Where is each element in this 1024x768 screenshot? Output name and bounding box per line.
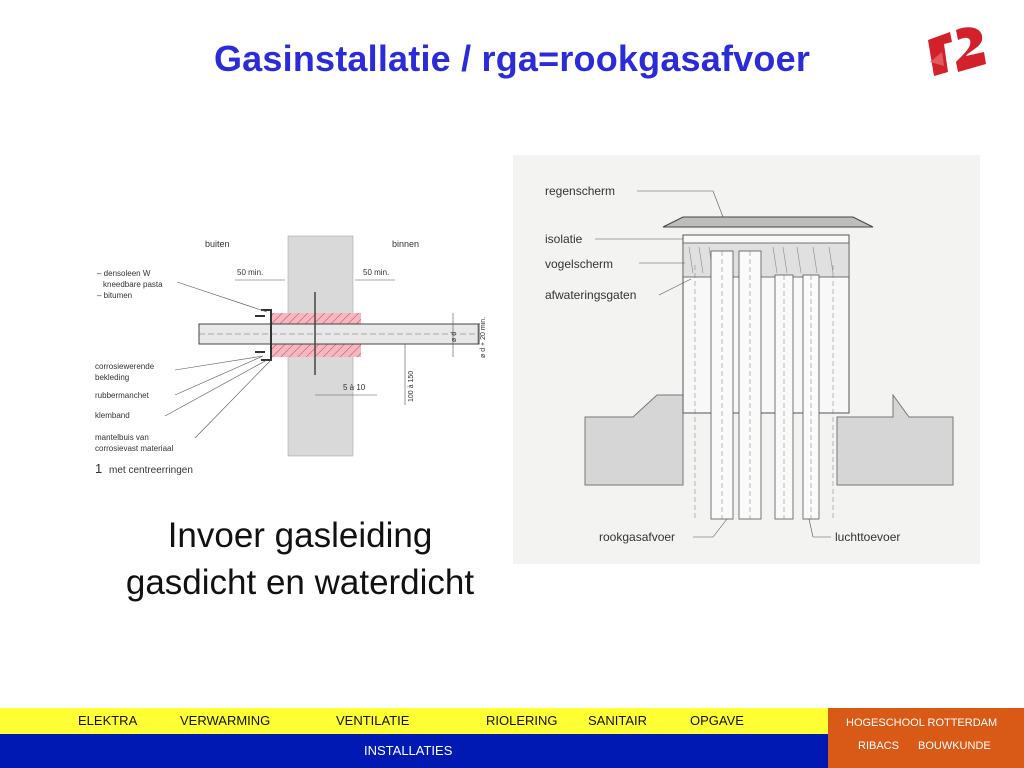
label-isolatie: isolatie — [545, 232, 583, 246]
gas-entry-drawing — [95, 220, 515, 482]
label-inside: binnen — [392, 239, 420, 249]
brand-name: HOGESCHOOL ROTTERDAM — [846, 717, 998, 729]
nav-opgave[interactable]: OPGAVE — [690, 713, 744, 728]
label-rookgasafvoer: rookgasafvoer — [599, 530, 676, 544]
dim-d20: ø d + 20 min. — [480, 316, 487, 358]
label-sleeve1: mantelbuis van — [95, 433, 149, 442]
brand-dept-ribacs: RIBACS — [858, 740, 899, 752]
dim-right: 50 min. — [363, 268, 390, 277]
label-clamp: klemband — [95, 411, 130, 420]
nav-elektra[interactable]: ELEKTRA — [78, 713, 138, 728]
flue-gas-drawing — [513, 155, 980, 564]
nav-riolering[interactable]: RIOLERING — [486, 713, 558, 728]
label-corrosion1: corrosiewerende — [95, 362, 155, 371]
label-regenscherm: regenscherm — [545, 184, 616, 198]
label-corrosion2: bekleding — [95, 373, 130, 382]
label-afwateringsgaten: afwateringsgaten — [545, 288, 637, 302]
nav-verwarming[interactable]: VERWARMING — [180, 713, 271, 728]
label-fig-num: 1 — [95, 461, 103, 476]
dim-5a10: 5 à 10 — [343, 383, 366, 392]
nav-installaties[interactable]: INSTALLATIES — [364, 743, 453, 758]
label-vogelscherm: vogelscherm — [545, 257, 614, 271]
caption-line-1: Invoer gasleiding — [167, 516, 433, 555]
label-layer1: – densoleen W — [97, 269, 151, 278]
brand-dept-bouwkunde: BOUWKUNDE — [918, 740, 991, 752]
dim-100a150: 100 à 150 — [408, 370, 415, 402]
nav-ventilatie[interactable]: VENTILATIE — [336, 713, 410, 728]
label-sleeve2: corrosievast materiaal — [95, 444, 174, 453]
hogeschool-logo — [922, 22, 998, 84]
label-outside: buiten — [205, 239, 230, 249]
label-layer3: – bitumen — [97, 291, 133, 300]
label-luchttoevoer: luchttoevoer — [835, 530, 901, 544]
label-centering: met centreerringen — [109, 465, 193, 476]
nav-sanitair[interactable]: SANITAIR — [588, 713, 647, 728]
slide-title: Gasinstallatie / rga=rookgasafvoer — [213, 38, 811, 79]
dim-d: ø d — [451, 331, 458, 342]
caption-line-2: gasdicht en waterdicht — [125, 563, 475, 602]
dim-left: 50 min. — [237, 268, 264, 277]
label-layer2: kneedbare pasta — [103, 280, 163, 289]
label-rubber: rubbermanchet — [95, 391, 149, 400]
slide-caption — [90, 512, 510, 606]
